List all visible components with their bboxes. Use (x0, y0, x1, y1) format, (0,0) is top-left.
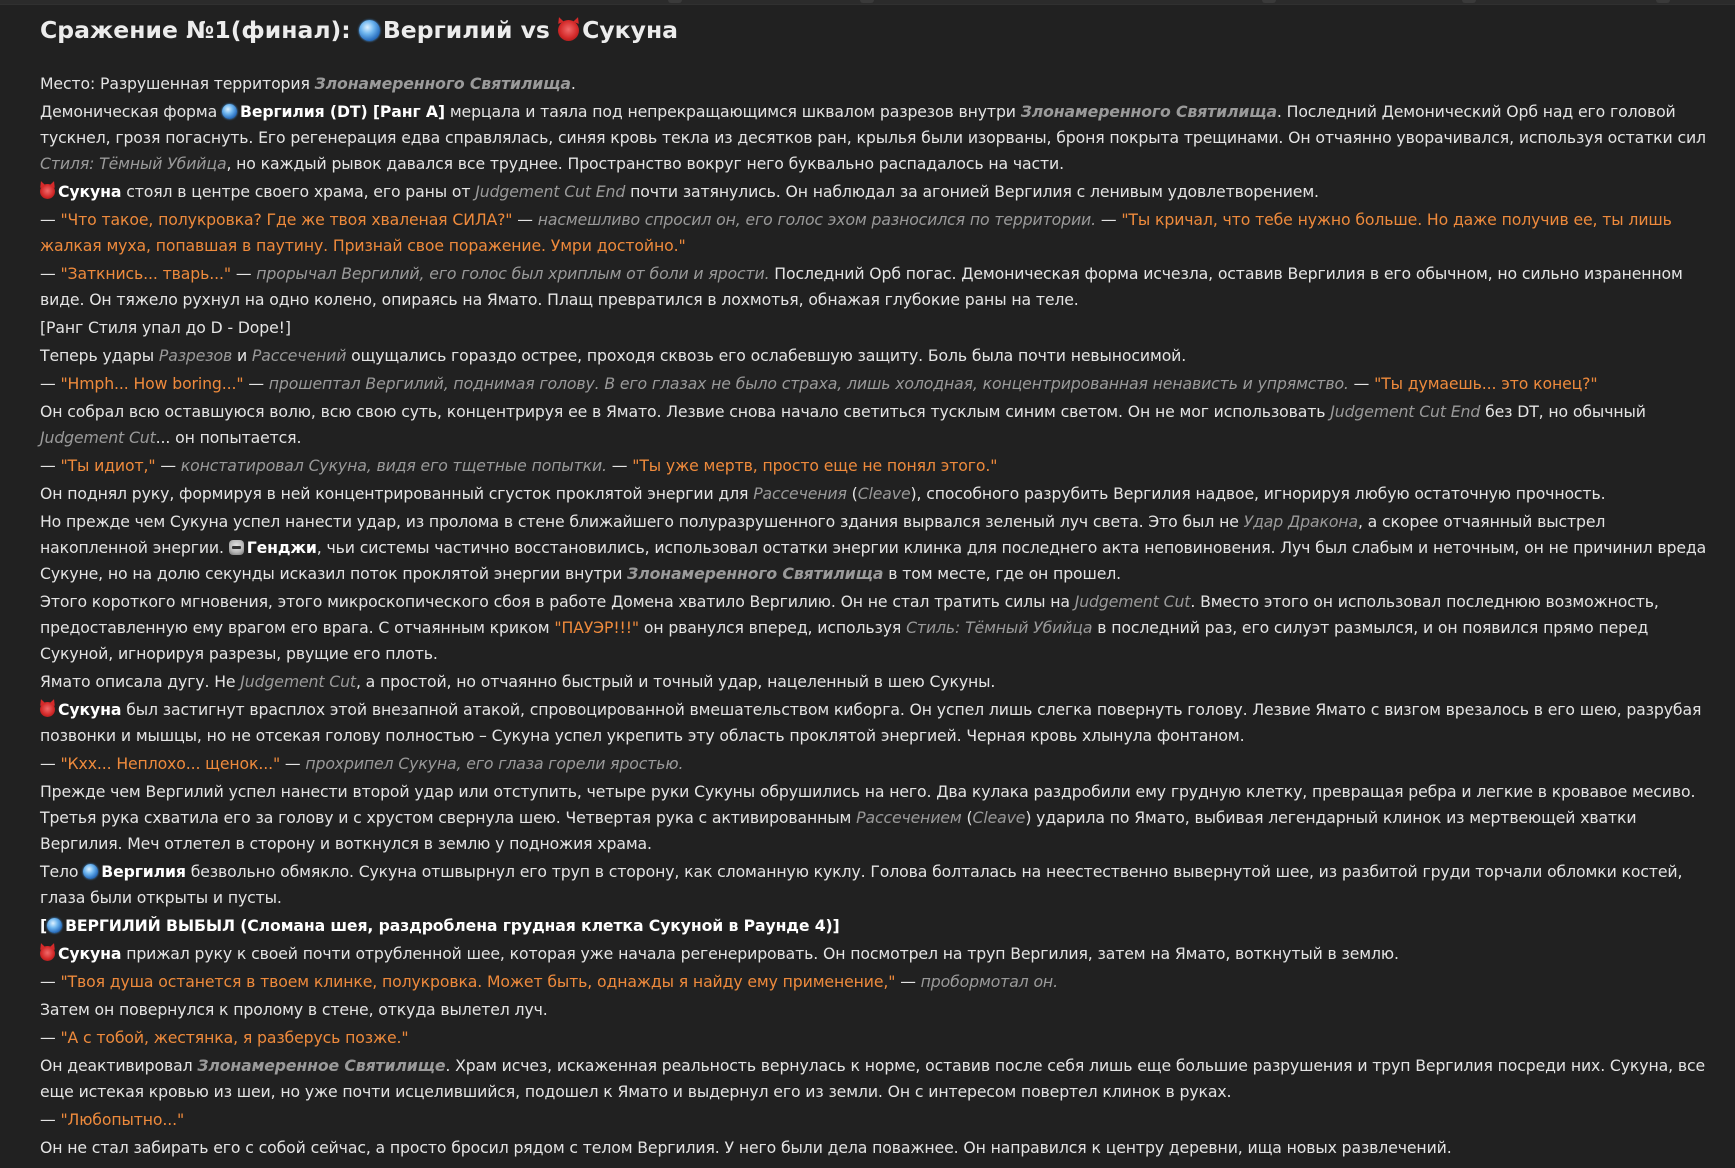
paragraph: Затем он повернулся к пролому в стене, откуда вылетел луч. (40, 1000, 548, 1019)
toolbar-icon[interactable] (668, 0, 682, 3)
paragraph: Сукуна прижал руку к своей почти отрубленной шее, которая уже начала регенерировать. Он посмотрел на труп Вергилия, затем на Ямато, воткнутый в землю. (40, 941, 1712, 967)
blue-orb-icon (222, 104, 237, 119)
elimination-notice: [ ВЕРГИЛИЙ ВЫБЫЛ (Сломана шея, раздроблена грудная клетка Сукуной в Раунде 4)] (40, 916, 840, 935)
dialogue-line: — "А с тобой, жестянка, я разберусь позже." (40, 1028, 409, 1047)
toolbar-icon[interactable] (1656, 0, 1670, 3)
toolbar-icon[interactable] (1262, 0, 1276, 3)
paragraph: Он деактивировал Злонамеренное Святилище. Храм исчез, искаженная реальность вернулась к норме, оставив после себя лишь еще большие разрушения и труп Вергилия посреди них. Сукуна, все еще истекая кровью из шеи, но уже почти исцелившийся, подошел к Ямато и выдернул его из земли. Он с интересом повертел клинок в руках. (40, 1056, 1705, 1101)
demon-face-icon (40, 184, 55, 199)
paragraph: Прежде чем Вергилий успел нанести второй удар или отступить, четыре руки Сукуны обрушились на него. Два кулака раздробили ему грудную клетку, превращая ребра и легкие в кровавое месиво. Третья рука схватила его за голову и с хрустом свернула шею. Четвертая рука с активированным Рассечением (Cleave) ударила по Ямато, выбивая легендарный клинок из мертвеющей хватки Вергилия. Меч отлетел в сторону и воткнулся в землю у подножия храма. (40, 782, 1696, 853)
demon-face-icon (40, 946, 55, 961)
dialogue-line: — "Твоя душа останется в твоем клинке, полукровка. Может быть, однажды я найду ему применение," — пробормотал он. (40, 972, 1058, 991)
toolbar-icon[interactable] (1462, 0, 1476, 3)
paragraph: Сукуна стоял в центре своего храма, его раны от Judgement Cut End почти затянулись. Он наблюдал за агонией Вергилия с ленивым удовлетворением. (40, 179, 1712, 205)
dialogue-line: — "Любопытно..." (40, 1110, 185, 1129)
blue-orb-icon (47, 918, 62, 933)
paragraph: Но прежде чем Сукуна успел нанести удар, из пролома в стене ближайшего полуразрушенного здания вырвался зеленый луч света. Это был не Удар Дракона, а скорее отчаянный выстрел накопленной энергии. Генджи, чьи системы частично восстановились, использовал остатки энергии клинка для последнего акта неповиновения. Луч был слабым и неточным, он не причинил вреда Сукуне, но на долю секунды исказил поток проклятой энергии внутри Злонамеренного Святилища в том месте, где он прошел. (40, 512, 1707, 583)
paragraph: Ямато описала дугу. Не Judgement Cut, а простой, но отчаянно быстрый и точный удар, нацеленный в шею Сукуны. (40, 672, 996, 691)
battle-title: Сражение №1(финал): Вергилий vs Сукуна (40, 16, 679, 44)
dialogue-line: — "Кхх... Неплохо... щенок..." — прохрипел Сукуна, его глаза горели яростью. (40, 754, 684, 773)
paragraph-location: Место: Разрушенная территория Злонамеренного Святилища. (40, 74, 576, 93)
dialogue-line: — "Заткнись... тварь..." — прорычал Вергилий, его голос был хриплым от боли и ярости. Последний Орб погас. Демоническая форма исчезла, оставив Вергилия в его обычном, но сильно израненном виде. Он тяжело рухнул на одно колено, опираясь на Ямато. Плащ превратился в лохмотья, обнажая глубокие раны на теле. (40, 264, 1683, 309)
paragraph: Он собрал всю оставшуюся волю, всю свою суть, концентрируя ее в Ямато. Лезвие снова начало светиться тусклым синим светом. Он не мог использовать Judgement Cut End без DT, но обычный Judgement Cut... он попытается. (40, 402, 1646, 447)
message-content (40, 10, 1712, 1163)
dialogue-line: — "Hmph... How boring..." — прошептал Вергилий, поднимая голову. В его глазах не было страха, лишь холодная, концентрированная ненависть и упрямство. — "Ты думаешь... это конец?" (40, 374, 1598, 393)
cyborg-face-icon (229, 540, 244, 555)
paragraph: Теперь удары Разрезов и Рассечений ощущались гораздо острее, проходя сквозь его ослабевшую защиту. Боль была почти невыносимой. (40, 346, 1187, 365)
paragraph: Он поднял руку, формируя в ней концентрированный сгусток проклятой энергии для Рассечения (Cleave), способного разрубить Вергилия надвое, игнорируя любую остаточную прочность. (40, 484, 1606, 503)
dialogue-line: — "Что такое, полукровка? Где же твоя хваленая СИЛА?" — насмешливо спросил он, его голос эхом разносился по территории. — "Ты кричал, что тебе нужно больше. Но даже получив ее, ты лишь жалкая муха, попавшая в паутину. Признай свое поражение. Умри достойно." (40, 210, 1672, 255)
paragraph-style-rank: [Ранг Стиля упал до D - Dope!] (40, 318, 291, 337)
demon-face-icon (558, 20, 579, 41)
paragraph: Сукуна был застигнут врасплох этой внезапной атакой, спровоцированной вмешательством киборга. Он успел лишь слегка повернуть голову. Лезвие Ямато с визгом врезалось в его шею, разрубая позвонки и мышцы, но не отсекая голову полностью – Сукуна успел укрепить эту область проклятой энергией. Черная кровь хлынула фонтаном. (40, 700, 1702, 745)
top-toolbar-strip (0, 0, 1735, 5)
blue-orb-icon (83, 864, 98, 879)
dialogue-line: — "Ты идиот," — констатировал Сукуна, видя его тщетные попытки. — "Ты уже мертв, просто еще не понял этого." (40, 456, 998, 475)
paragraph: Тело Вергилия безвольно обмякло. Сукуна отшвырнул его труп в сторону, как сломанную куклу. Голова болталась на неестественно вывернутой шее, из разбитой груди торчали обломки костей, глаза были открыты и пусты. (40, 862, 1683, 907)
paragraph: Этого короткого мгновения, этого микроскопического сбоя в работе Домена хватило Вергилию. Он не стал тратить силы на Judgement Cut. Вместо этого он использовал последнюю возможность, предоставленную ему врагом его врага. С отчаянным криком "ПАУЭР!!!" он рванулся вперед, используя Стиль: Тёмный Убийца в последний раз, его силуэт размылся, и он появился прямо перед Сукуной, игнорируя разрезы, рвущие его плоть. (40, 592, 1659, 663)
paragraph: Он не стал забирать его с собой сейчас, а просто бросил рядом с телом Вергилия. У него были дела поважнее. Он направился к центру деревни, ища новых развлечений. (40, 1138, 1452, 1157)
paragraph: Демоническая форма Вергилия (DT) [Ранг A] мерцала и таяла под непрекращающимся шквалом разрезов внутри Злонамеренного Святилища. Последний Демонический Орб над его головой тускнел, грозя погаснуть. Его регенерация едва справлялась, синяя кровь текла из десятков ран, крылья были изорваны, броня покрыта трещинами. Он отчаянно уворачивался, используя остатки сил Стиля: Тёмный Убийца, но каждый рывок давался все труднее. Пространство вокруг него буквально распадалось на части. (40, 102, 1706, 173)
blue-orb-icon (359, 20, 380, 41)
demon-face-icon (40, 702, 55, 717)
toolbar-icon[interactable] (860, 0, 874, 3)
